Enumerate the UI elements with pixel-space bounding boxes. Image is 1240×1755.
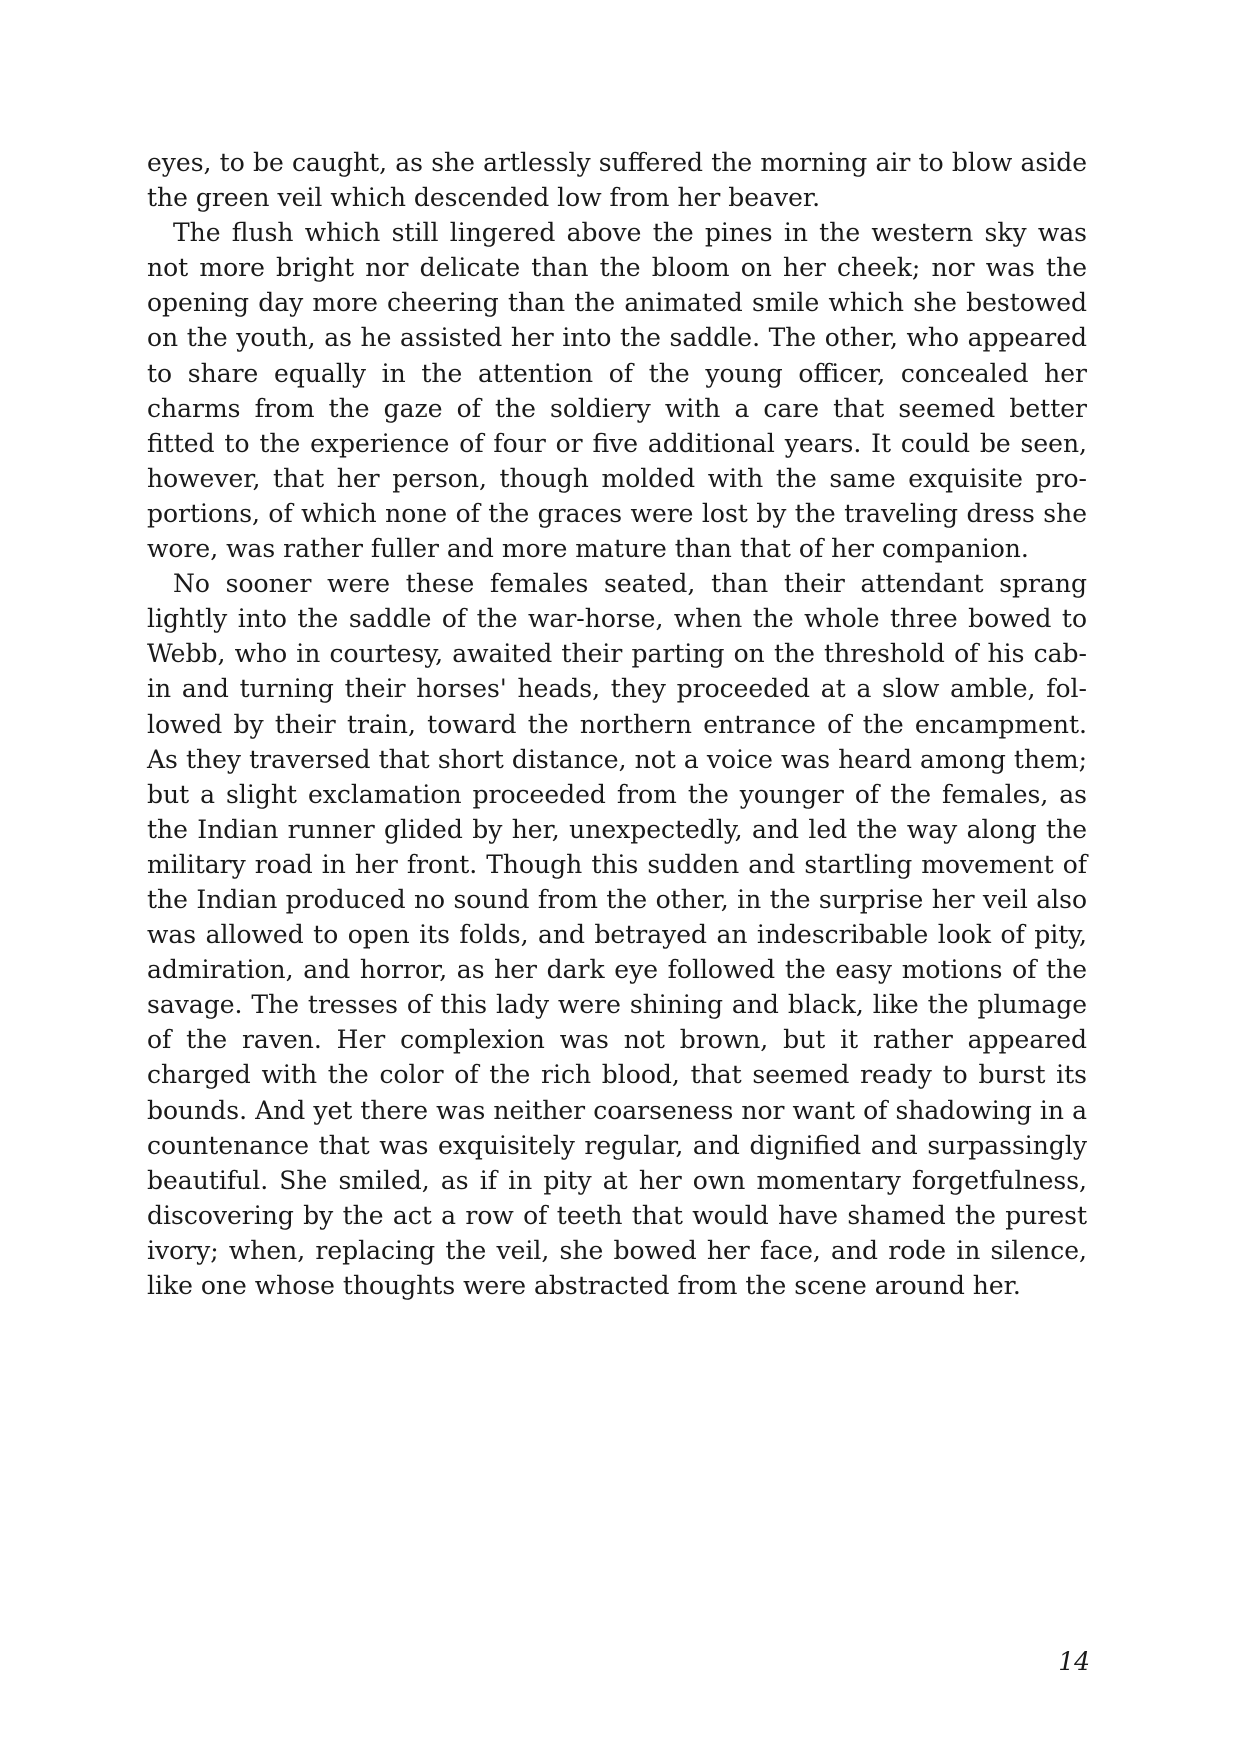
body-text [147,145,1087,1303]
paragraph-continued: eyes, to be caught, as she artlessly suffered the morning air to blow aside the green veil which descended low from her beaver. [147,148,1087,213]
page-number: 14 [1058,1647,1090,1676]
paragraph: The flush which still lingered above the pines in the western sky was not more bright nor delicate than the bloom on her cheek; nor was the opening day more cheering than the animated smile which she bestowed on the youth, as he assisted her into the saddle. The other, who appeared to share equally in the attention of the young officer, concealed her charms from the gaze of the soldiery with a care that seemed better fitted to the experience of four or five additional years. It could be seen, however, that her person, though molded with the same exquisite proportions, of which none of the graces were lost by the traveling dress she wore, was rather fuller and more mature than that of her companion. [147,218,1087,564]
paragraph: No sooner were these females seated, than their attendant sprang lightly into the saddle of the war-horse, when the whole three bowed to Webb, who in courtesy, awaited their parting on the threshold of his cabin and turning their horses' heads, they proceeded at a slow amble, followed by their train, toward the northern entrance of the encampment. As they traversed that short distance, not a voice was heard among them; but a slight exclamation proceeded from the younger of the females, as the Indian runner glided by her, unexpectedly, and led the way along the military road in her front. Though this sudden and startling movement of the Indian produced no sound from the other, in the surprise her veil also was allowed to open its folds, and betrayed an indescribable look of pity, admiration, and horror, as her dark eye followed the easy motions of the savage. The tresses of this lady were shining and black, like the plumage of the raven. Her complexion was not brown, but it rather appeared charged with the color of the rich blood, that seemed ready to burst its bounds. And yet there was neither coarseness nor want of shadowing in a countenance that was exquisitely regular, and dignified and surpassingly beautiful. She smiled, as if in pity at her own momentary forgetfulness, discovering by the act a row of teeth that would have shamed the purest ivory; when, replacing the veil, she bowed her face, and rode in silence, like one whose thoughts were abstracted from the scene around her. [147,569,1087,1300]
